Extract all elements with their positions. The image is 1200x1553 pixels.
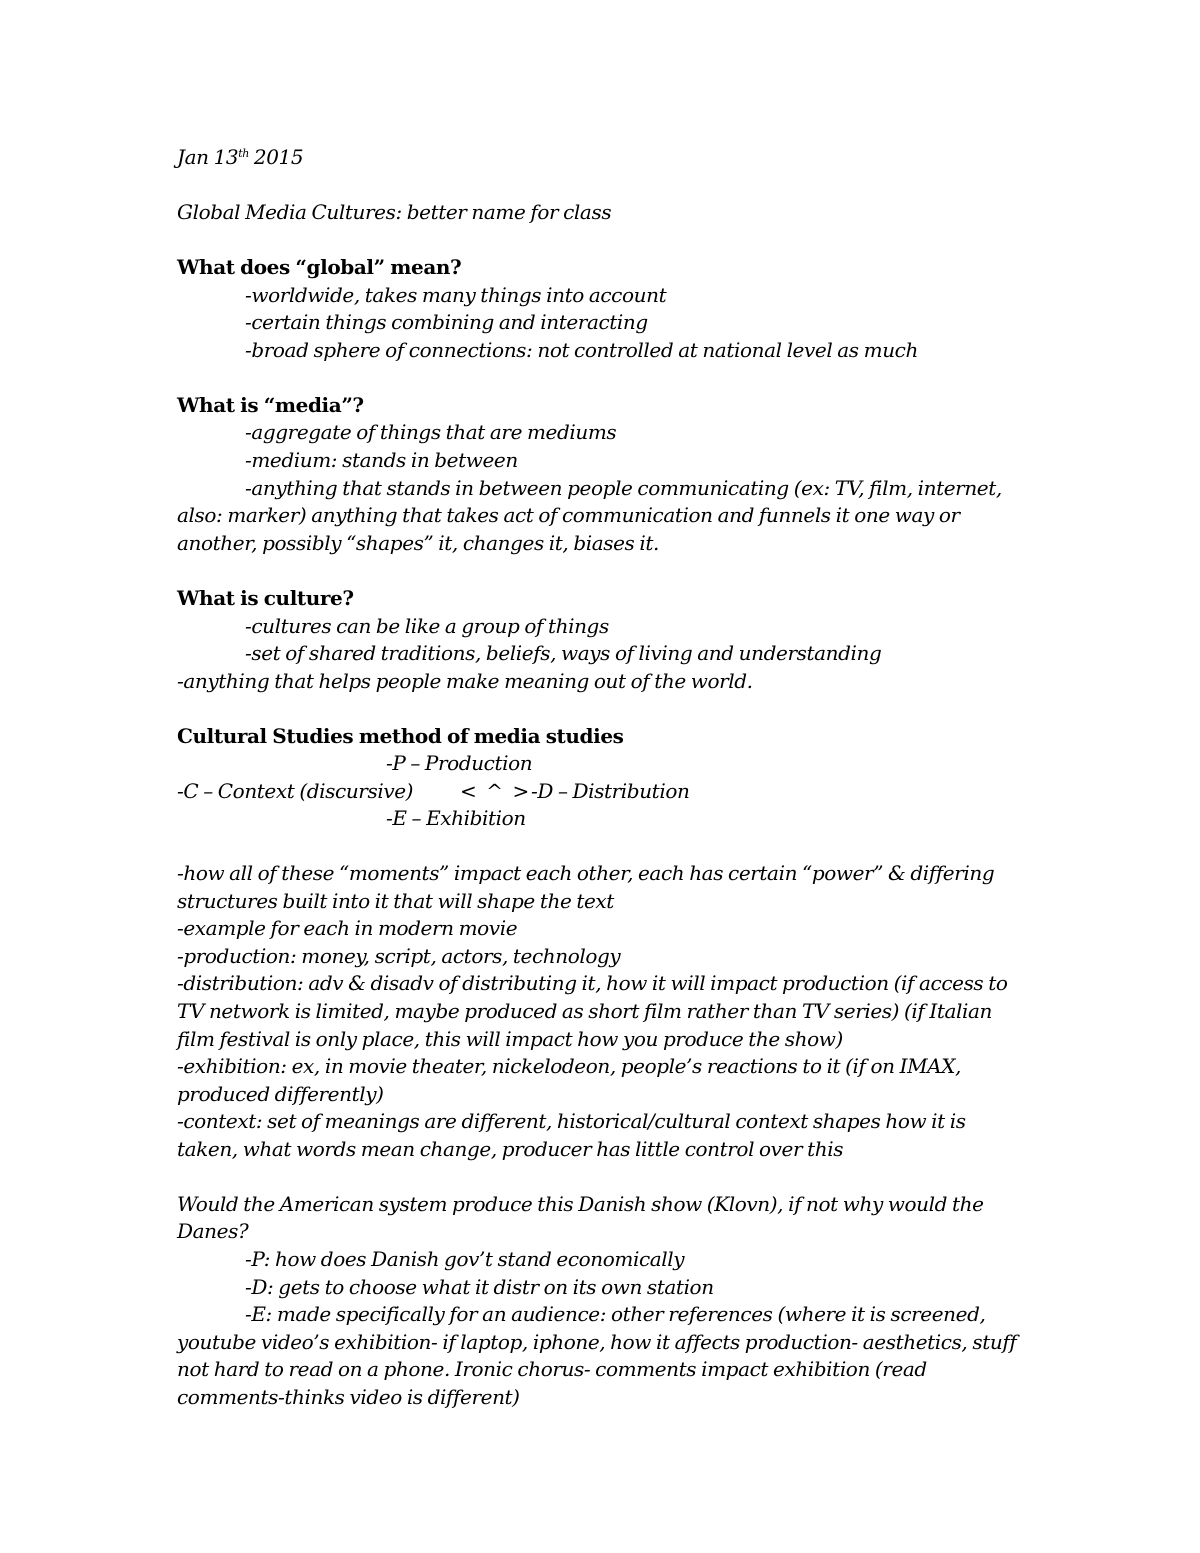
media-item: also: marker) anything that takes act of communication and funnels it one way or <box>177 503 960 527</box>
heading-media: What is “media”? <box>177 393 364 417</box>
pcde-arrows: < ^ > <box>460 779 529 803</box>
pcde-context: -C – Context (discursive) <box>177 779 414 803</box>
cs-note: -how all of these “moments” impact each other, each has certain “power” & differing <box>177 861 995 885</box>
pcde-exhibition: -E – Exhibition <box>386 806 526 830</box>
cs-note: taken, what words mean change, producer has little control over this <box>177 1137 844 1161</box>
cs-note: -distribution: adv & disadv of distributing it, how it will impact production (if access to <box>177 971 1008 995</box>
global-item: -broad sphere of connections: not controlled at national level as much <box>245 338 918 362</box>
subtitle: Global Media Cultures: better name for class <box>177 200 612 224</box>
culture-item: -anything that helps people make meaning out of the world. <box>177 669 753 693</box>
date-text: Jan 13 <box>177 145 239 169</box>
klovn-item: -D: gets to choose what it distr on its own station <box>245 1275 714 1299</box>
media-item: -medium: stands in between <box>245 448 518 472</box>
cs-note: structures built into it that will shape the text <box>177 889 614 913</box>
cs-note: TV network is limited, maybe produced as short film rather than TV series) (if Italian <box>177 999 993 1023</box>
heading-culture: What is culture? <box>177 586 354 610</box>
cs-note: -example for each in modern movie <box>177 916 518 940</box>
media-item: -aggregate of things that are mediums <box>245 420 617 444</box>
cs-note: -production: money, script, actors, technology <box>177 944 621 968</box>
global-item: -worldwide, takes many things into account <box>245 283 667 307</box>
cs-note: -context: set of meanings are different, historical/cultural context shapes how it is <box>177 1109 966 1133</box>
klovn-question: Danes? <box>177 1219 249 1243</box>
pcde-production: -P – Production <box>386 751 533 775</box>
culture-item: -set of shared traditions, beliefs, ways of living and understanding <box>245 641 882 665</box>
culture-item: -cultures can be like a group of things <box>245 614 609 638</box>
global-item: -certain things combining and interacting <box>245 310 648 334</box>
heading-global: What does “global” mean? <box>177 255 462 279</box>
date-line <box>177 143 303 171</box>
klovn-item: not hard to read on a phone. Ironic chorus- comments impact exhibition (read <box>177 1357 927 1381</box>
klovn-question: Would the American system produce this Danish show (Klovn), if not why would the <box>177 1192 984 1216</box>
media-item: another, possibly “shapes” it, changes it, biases it. <box>177 531 659 555</box>
cs-note: produced differently) <box>177 1082 384 1106</box>
klovn-item: comments-thinks video is different) <box>177 1385 520 1409</box>
klovn-item: -E: made specifically for an audience: other references (where it is screened, <box>245 1302 986 1326</box>
date-year: 2015 <box>248 145 304 169</box>
heading-cultural-studies: Cultural Studies method of media studies <box>177 724 624 748</box>
cs-note: -exhibition: ex, in movie theater, nickelodeon, people’s reactions to it (if on IMAX, <box>177 1054 962 1078</box>
pcde-distribution: -D – Distribution <box>531 779 690 803</box>
klovn-item: -P: how does Danish gov’t stand economically <box>245 1247 685 1271</box>
date-superscript: th <box>238 147 249 160</box>
klovn-item: youtube video’s exhibition- if laptop, iphone, how it affects production- aesthetics, stuff <box>177 1330 1017 1354</box>
cs-note: film festival is only place, this will impact how you produce the show) <box>177 1027 843 1051</box>
media-item: -anything that stands in between people communicating (ex: TV, film, internet, <box>245 476 1002 500</box>
